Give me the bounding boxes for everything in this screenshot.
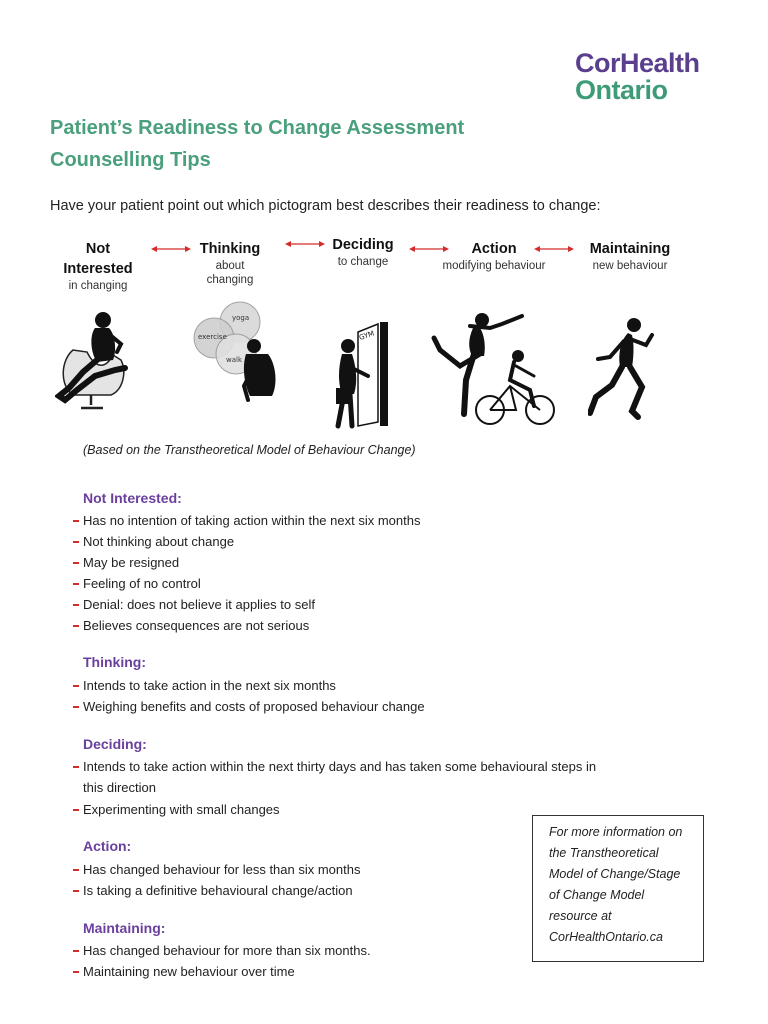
bullet-icon (73, 950, 79, 952)
stage-deciding (318, 235, 408, 269)
list-item: May be resigned (83, 555, 180, 570)
exercise-label: exercise (198, 333, 227, 341)
info-line: For more information on (549, 825, 683, 839)
stage-subtext: modifying behaviour (442, 260, 546, 272)
list-item: Believes consequences are not serious (83, 618, 310, 633)
info-line: Model of Change/Stage (549, 867, 681, 881)
corhealth-logo (575, 50, 700, 104)
info-website: CorHealthOntario.ca (549, 930, 663, 944)
bullet-icon (73, 890, 79, 892)
list-item: Weighing benefits and costs of proposed behaviour change (83, 699, 425, 714)
bullet-icon (73, 809, 79, 811)
gym-door-icon (322, 318, 394, 433)
intro-text: Have your patient point out which pictogram best describes their readiness to change: (50, 198, 601, 214)
section-heading-thinking: Thinking: (83, 654, 146, 670)
page-title: Patient’s Readiness to Change Assessment (50, 117, 465, 139)
bullet-icon (73, 766, 79, 768)
page-subtitle: Counselling Tips (50, 149, 211, 171)
list-item: Maintaining new behaviour over time (83, 964, 295, 979)
stage-name: Maintaining (589, 241, 671, 257)
bullet-icon (73, 604, 79, 606)
stage-subtext-2: changing (206, 274, 254, 286)
list-item: Denial: does not believe it applies to self (83, 597, 315, 612)
info-line: the Transtheoretical (549, 846, 659, 860)
double-arrow-icon (533, 243, 575, 255)
double-arrow-icon (150, 243, 192, 255)
list-item-continuation: this direction (83, 780, 156, 795)
gym-sign-label: GYM (358, 329, 376, 342)
bullet-icon (73, 869, 79, 871)
stage-name: Deciding (332, 237, 394, 253)
stage-subtext: in changing (68, 280, 128, 292)
exercise-icon (430, 310, 560, 430)
logo-line-1: CorHealth (575, 48, 700, 78)
bullet-icon (73, 541, 79, 543)
bullet-icon (73, 583, 79, 585)
bullet-icon (73, 562, 79, 564)
bullet-icon (73, 685, 79, 687)
list-item: Intends to take action within the next thirty days and has taken some behavioural steps in (83, 759, 597, 774)
yoga-label: yoga (232, 314, 250, 322)
section-heading-deciding: Deciding: (83, 736, 147, 752)
stage-name: Thinking (199, 241, 261, 257)
list-item: Not thinking about change (83, 534, 235, 549)
info-line: resource at (549, 909, 612, 923)
walk-label: walk (226, 356, 243, 364)
list-item: Has changed behaviour for less than six months (83, 862, 361, 877)
stage-subtext: to change (337, 256, 389, 268)
section-heading-not-interested: Not Interested: (83, 490, 182, 506)
info-line: of Change Model (549, 888, 645, 902)
section-heading-action: Action: (83, 838, 132, 854)
runner-icon (588, 315, 658, 425)
seated-person-icon (55, 310, 145, 415)
logo-line-2: Ontario (575, 75, 668, 105)
thinking-person-icon (192, 300, 287, 410)
bullet-icon (73, 706, 79, 708)
stage-name: Action (471, 241, 517, 257)
list-item: Intends to take action in the next six months (83, 678, 336, 693)
list-item: Is taking a definitive behavioural change/action (83, 883, 353, 898)
list-item: Has no intention of taking action within the next six months (83, 513, 421, 528)
stage-name-2: Interested (63, 261, 133, 277)
bullet-icon (73, 625, 79, 627)
double-arrow-icon (408, 243, 450, 255)
model-reference: (Based on the Transtheoretical Model of Behaviour Change) (83, 443, 416, 457)
bullet-icon (73, 520, 79, 522)
double-arrow-icon (284, 238, 326, 250)
list-item: Has changed behaviour for more than six months. (83, 943, 371, 958)
stage-not-interested (48, 239, 148, 293)
list-item: Feeling of no control (83, 576, 201, 591)
more-info-box (532, 815, 704, 962)
stage-thinking (185, 239, 275, 287)
stage-subtext: about (215, 260, 245, 272)
stage-subtext: new behaviour (592, 260, 668, 272)
stage-maintaining (578, 239, 682, 273)
bullet-icon (73, 971, 79, 973)
section-heading-maintaining: Maintaining: (83, 920, 166, 936)
list-item: Experimenting with small changes (83, 802, 280, 817)
stage-name: Not (85, 241, 111, 257)
